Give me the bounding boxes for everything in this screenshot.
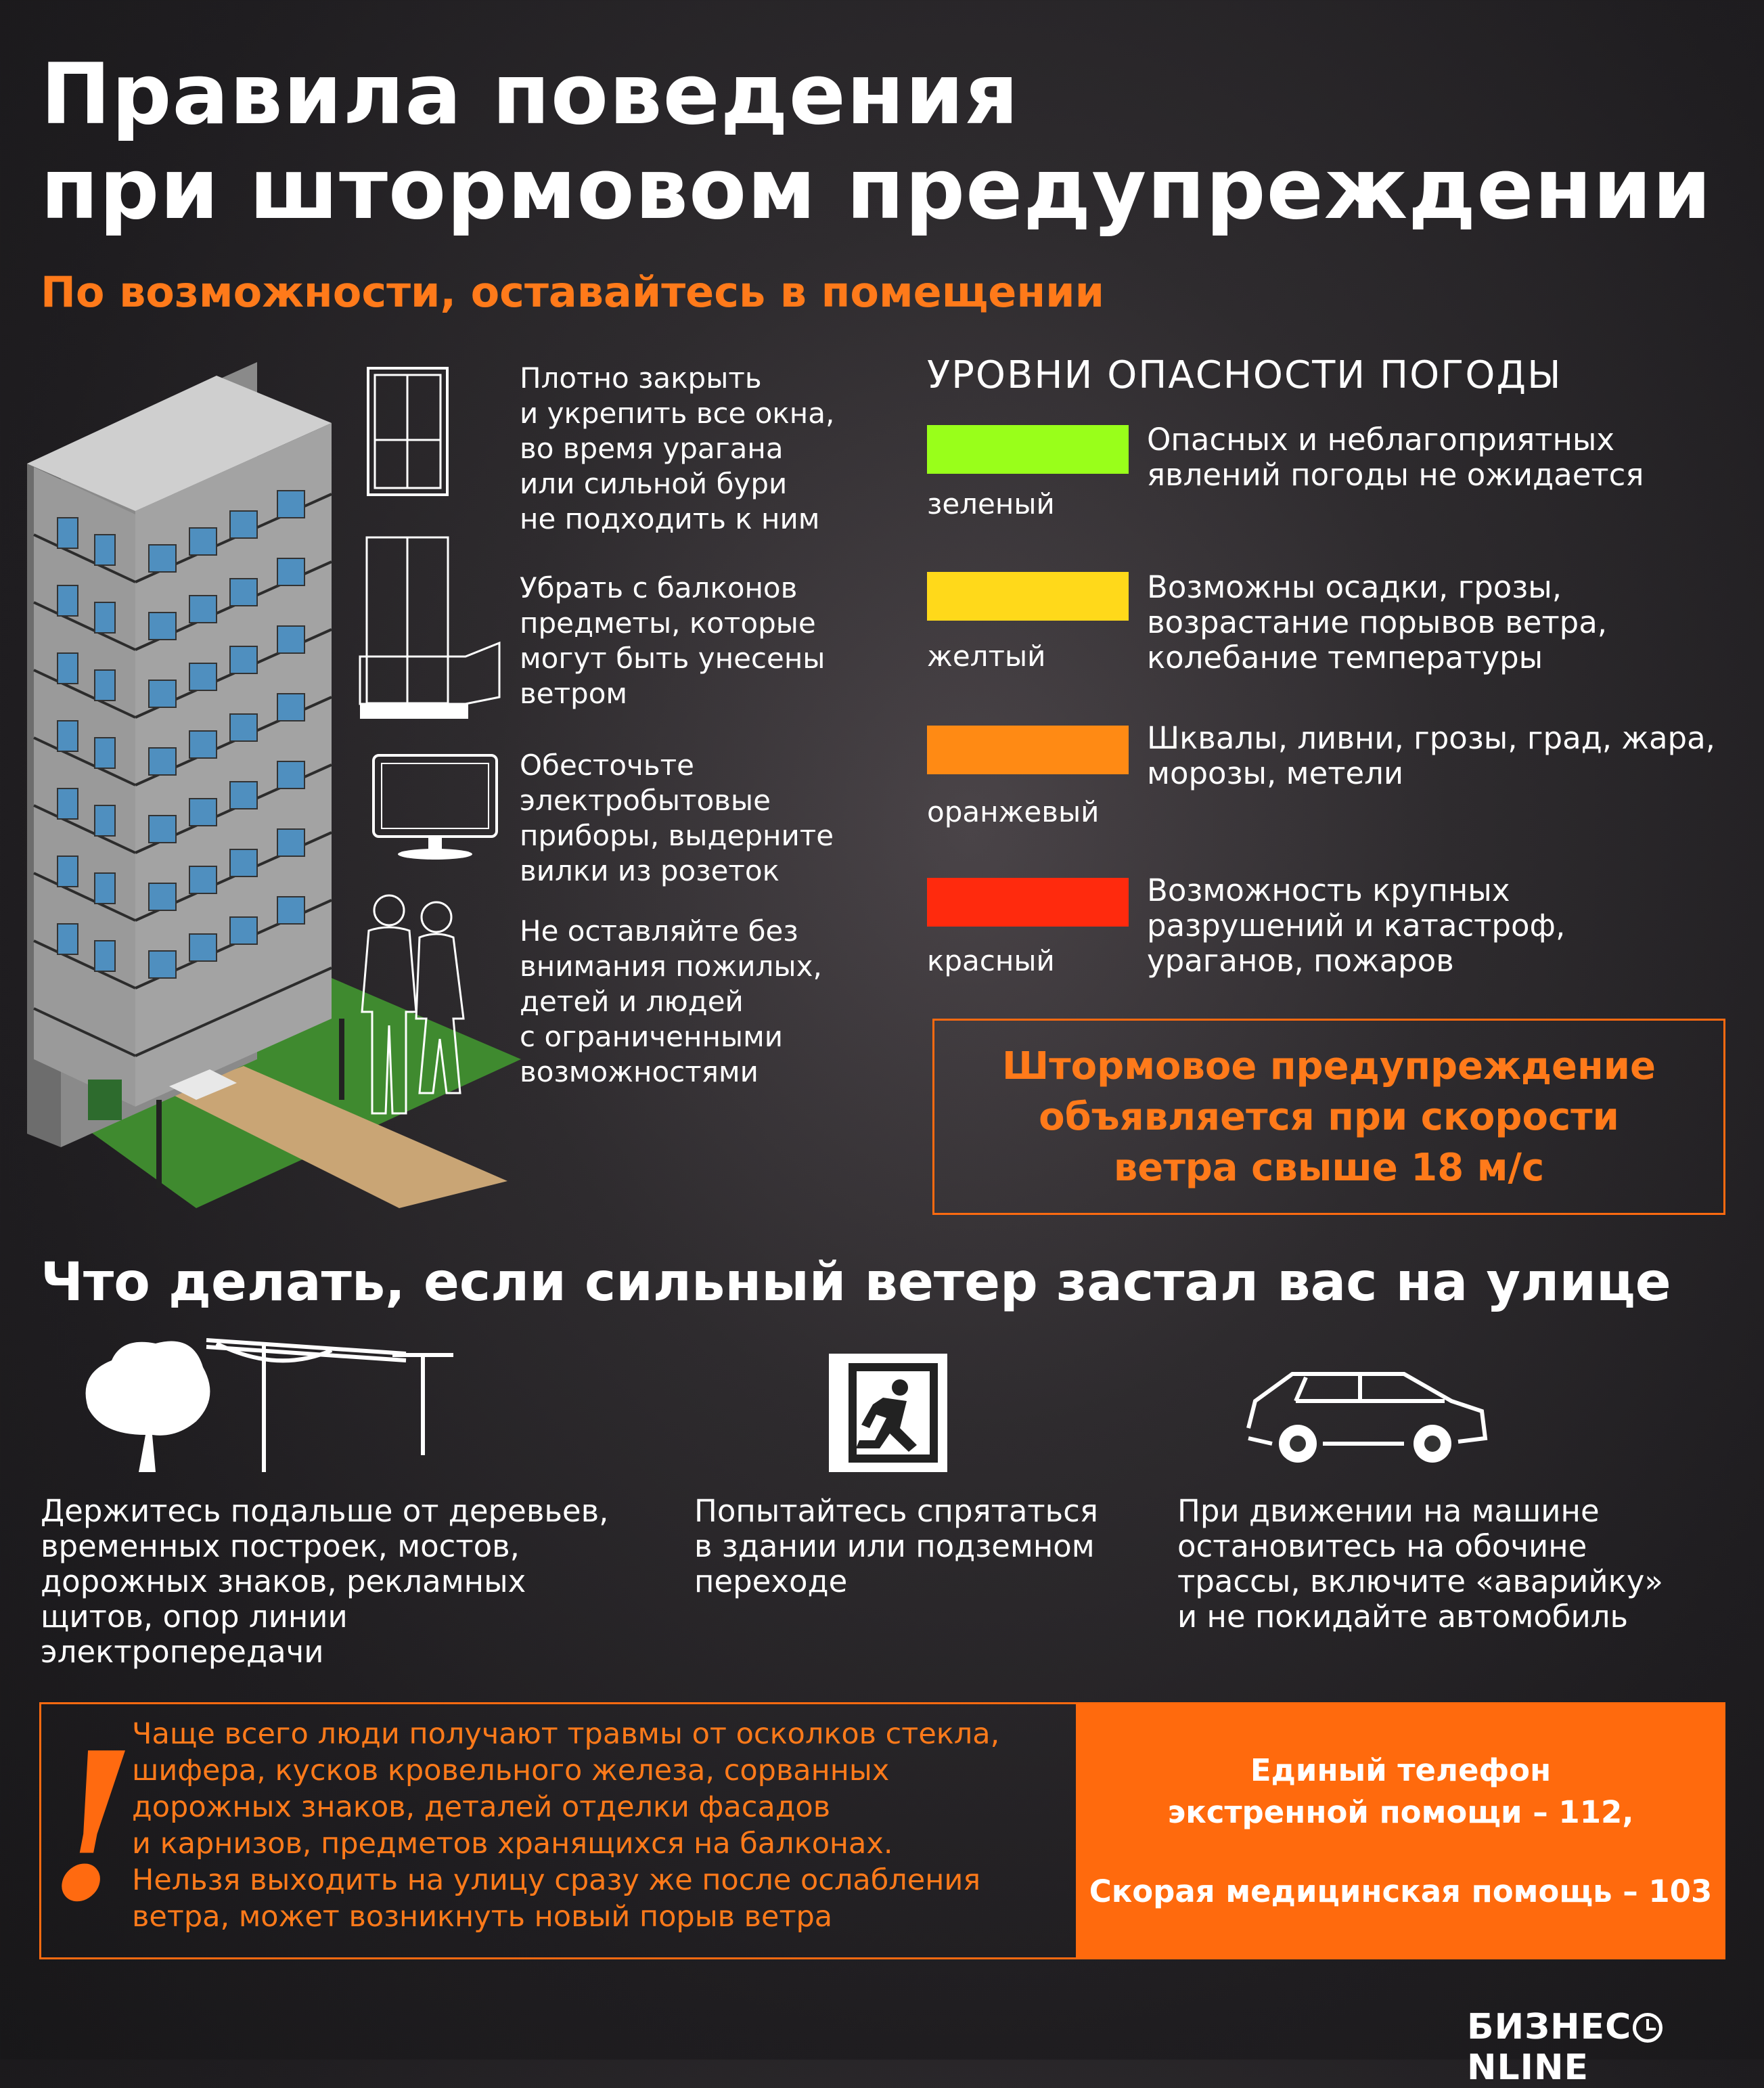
level-name-green: зеленый [927,487,1055,520]
outdoor-section-title: Что делать, если сильный ветер застал вас на улице [41,1252,1671,1313]
storm-warning-notice: Штормовое предупреждение объявляется при скорости ветра свыше 18 м/с [932,1019,1725,1215]
level-name-red: красный [927,944,1055,977]
emergency-phones-panel [1076,1702,1725,1959]
car-icon [1242,1364,1492,1465]
indoor-rule-vulnerable-people: Не оставляйте без внимания пожилых, детей и людей с ограниченными возможностями [520,914,822,1088]
indoor-rule-windows: Плотно закрыть и укрепить все окна, во время урагана или сильной бури не подходить к ним [520,361,835,535]
tv-icon [371,753,499,861]
level-swatch-yellow [927,572,1129,621]
exclamation-icon: ! [47,1708,137,1947]
outdoor-tip-trees: Держитесь подальше от деревьев, временных построек, мостов, дорожных знаков, рекламных щитов, опор линии электропередачи [41,1493,609,1670]
outdoor-tip-shelter: Попытайтесь спрятаться в здании или подземном переходе [694,1493,1098,1599]
emergency-exit-icon [829,1354,947,1472]
clock-icon [1633,2013,1663,2043]
level-name-yellow: желтый [927,640,1046,673]
outdoor-tip-car: При движении на машине остановитесь на обочине трассы, включите «аварийку» и не покидайте автомобиль [1177,1493,1663,1635]
page-title [41,47,1712,237]
level-desc-orange: Шквалы, ливни, грозы, град, жара, морозы, метели [1147,720,1715,791]
indoor-rule-balconies: Убрать с балконов предметы, которые могут быть унесены ветром [520,571,826,710]
title-line-1: Правила поведения [41,46,1020,143]
level-desc-red: Возможность крупных разрушений и катастроф, ураганов, пожаров [1147,872,1566,979]
level-desc-green: Опасных и неблагоприятных явлений погоды не ожидается [1147,422,1644,493]
indoor-rule-appliances: Обесточьте электробытовые приборы, выдерните вилки из розеток [520,749,834,887]
title-line-2: при штормовом предупреждении [41,141,1712,238]
phone-line-1: Единый телефон [1250,1752,1552,1788]
window-icon [365,365,450,497]
balcony-icon [357,535,506,724]
level-desc-yellow: Возможны осадки, грозы, возрастание порывов ветра, колебание температуры [1147,569,1608,675]
phone-line-3: Скорая медицинская помощь – 103 [1089,1873,1713,1909]
injury-warning-text: Чаще всего люди получают травмы от осколков стекла, шифера, кусков кровельного железа, сорванных дорожных знаков, деталей отделки фасадов и карнизов, предметов хранящихся на балконах. Нельзя выходить на улицу сразу же после ослабления ветра, может возникнуть новый порыв ветра [132,1717,1000,1934]
danger-levels-title: УРОВНИ ОПАСНОСТИ ПОГОДЫ [927,353,1562,397]
level-swatch-green [927,425,1129,474]
level-swatch-orange [927,726,1129,774]
people-icon [352,890,474,1120]
business-online-logo: БИЗНЕС NLINE [1467,2007,1764,2088]
level-name-orange: оранжевый [927,795,1100,828]
subtitle: По возможности, оставайтесь в помещении [41,267,1105,317]
phone-line-2: экстренной помощи – 112, [1167,1794,1634,1830]
level-swatch-red [927,878,1129,927]
tree-and-power-pole-icon [74,1333,467,1482]
